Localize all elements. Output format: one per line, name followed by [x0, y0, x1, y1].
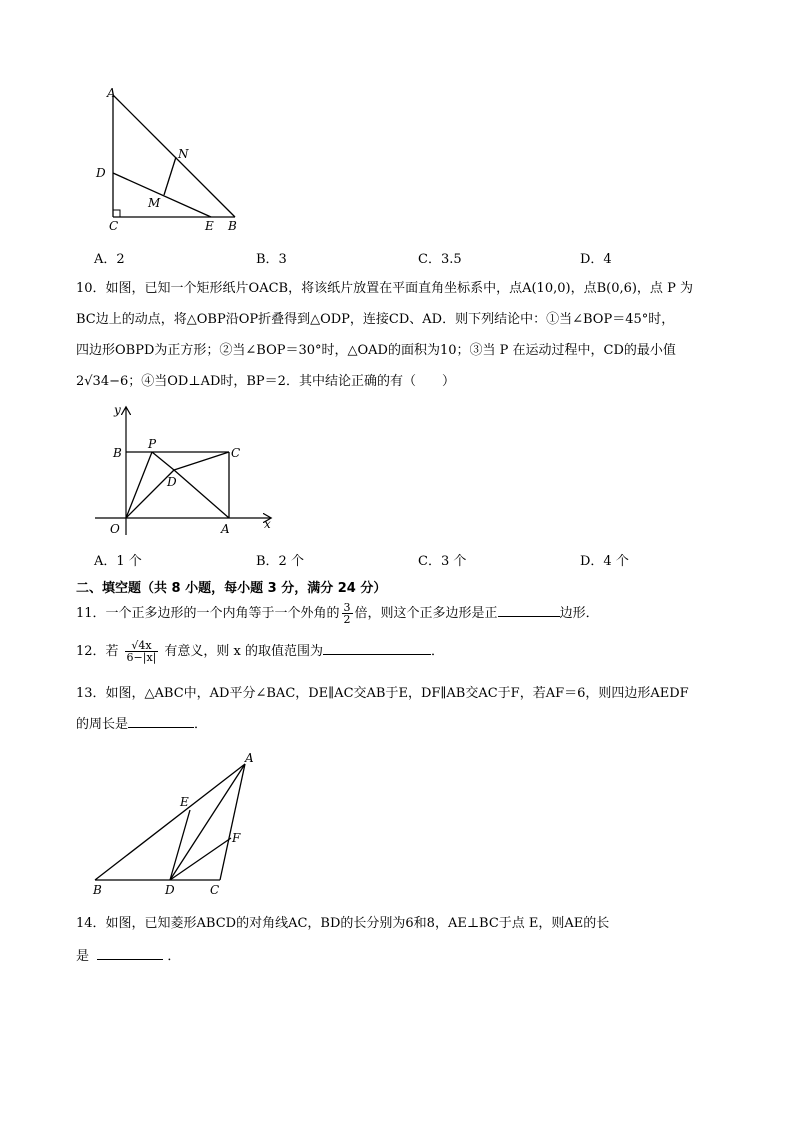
label-A: A — [221, 522, 230, 536]
segment-DE — [113, 173, 211, 217]
q13-line-2 — [76, 713, 207, 735]
label-D: D — [96, 166, 106, 180]
label-C: C — [231, 446, 241, 460]
q9-option-c[interactable]: C．3.5 — [418, 252, 462, 267]
label-y: y — [114, 403, 121, 417]
q9-option-d[interactable]: D．4 — [580, 252, 612, 267]
label-C: C — [109, 219, 119, 233]
q14-answer-blank[interactable] — [97, 945, 163, 960]
q14-text-after: ． — [167, 949, 181, 964]
q12-fraction — [125, 640, 159, 663]
q10-option-c[interactable]: C．3 个 — [418, 554, 467, 569]
label-x: x — [264, 517, 271, 531]
figure-q10-coordinate — [90, 400, 285, 540]
segment-CA — [220, 764, 245, 880]
label-B: B — [113, 446, 122, 460]
segment-OP — [126, 452, 152, 518]
q10-option-a[interactable]: A．1 个 — [94, 554, 142, 569]
label-M: M — [148, 196, 161, 210]
label-N: N — [178, 147, 189, 161]
q11 — [76, 602, 599, 625]
q11-text-middle: 倍，则这个正多边形是正 — [354, 606, 498, 621]
q14-text-before: 是 — [76, 949, 90, 964]
figure-q9-triangle — [90, 85, 250, 235]
q12-fraction-den: 6−|x| — [126, 651, 157, 664]
q12-fraction-num: √4x — [125, 640, 159, 652]
q14-line-2 — [76, 945, 180, 967]
q13-answer-blank[interactable] — [128, 713, 194, 728]
label-E: E — [205, 219, 214, 233]
q12-text-after: ． — [431, 644, 445, 659]
section-heading-fill-blank: 二、填空题（共 8 小题，每小题 3 分，满分 24 分） — [76, 581, 387, 596]
q12-text-before: 12．若 — [76, 644, 119, 659]
q11-fraction-num: 3 — [343, 601, 351, 614]
segment-AB — [113, 95, 235, 217]
q12 — [76, 640, 444, 663]
q9-option-b[interactable]: B．3 — [256, 252, 287, 267]
figure-q13-triangle — [88, 748, 268, 898]
q10-option-d[interactable]: D．4 个 — [580, 554, 629, 569]
q11-text-before: 11．一个正多边形的一个内角等于一个外角的 — [76, 606, 340, 621]
q13-text-before: 的周长是 — [76, 717, 129, 732]
q13-line-1: 13．如图，△ABC中，AD平分∠BAC，DE∥AC交AB于E，DF∥AB交AC于F，若AF＝6，则四边形AEDF — [76, 686, 689, 701]
segment-BA — [95, 764, 245, 880]
q10-line-4: 2√34−6；④当OD⊥AD时，BP＝2．其中结论正确的有（ ） — [76, 374, 455, 389]
q11-fraction-den: 2 — [343, 613, 351, 626]
segment-DA — [174, 470, 229, 518]
segment-PD — [152, 452, 174, 470]
right-angle-mark — [113, 210, 120, 217]
q11-fraction — [342, 602, 353, 625]
q13-text-after: ． — [194, 717, 208, 732]
label-A: A — [245, 751, 254, 765]
label-B: B — [93, 883, 102, 897]
label-C: C — [210, 883, 220, 897]
q14-line-1: 14．如图，已知菱形ABCD的对角线AC，BD的长分别为6和8，AE⊥BC于点 E，则AE的长 — [76, 916, 610, 931]
label-P: P — [148, 437, 157, 451]
label-D: D — [167, 475, 177, 489]
label-E: E — [180, 795, 189, 809]
q11-text-after: 边形． — [559, 606, 599, 621]
q9-option-a[interactable]: A．2 — [94, 252, 125, 267]
q10-line-2: BC边上的动点，将△OBP沿OP折叠得到△ODP，连接CD、AD．则下列结论中：①当∠BOP＝45°时， — [76, 312, 675, 327]
q10-line-3: 四边形OBPD为正方形；②当∠BOP＝30°时，△OAD的面积为10；③当 P 在运动过程中，CD的最小值 — [76, 343, 676, 358]
segment-DA — [170, 764, 245, 880]
label-A: A — [107, 86, 116, 100]
label-B: B — [228, 219, 237, 233]
q11-answer-blank[interactable] — [498, 602, 560, 617]
q10-line-1: 10．如图，已知一个矩形纸片OACB，将该纸片放置在平面直角坐标系中，点A(10,0)，点B(0,6)，点 P 为 — [76, 281, 693, 296]
q10-option-b[interactable]: B．2 个 — [256, 554, 304, 569]
q12-answer-blank[interactable] — [323, 640, 431, 655]
segment-DC — [174, 452, 229, 470]
label-F: F — [232, 831, 241, 845]
segment-MN — [164, 157, 176, 195]
q12-text-middle: 有意义，则 x 的取值范围为 — [164, 644, 323, 659]
label-D: D — [165, 883, 175, 897]
label-O: O — [110, 522, 120, 536]
